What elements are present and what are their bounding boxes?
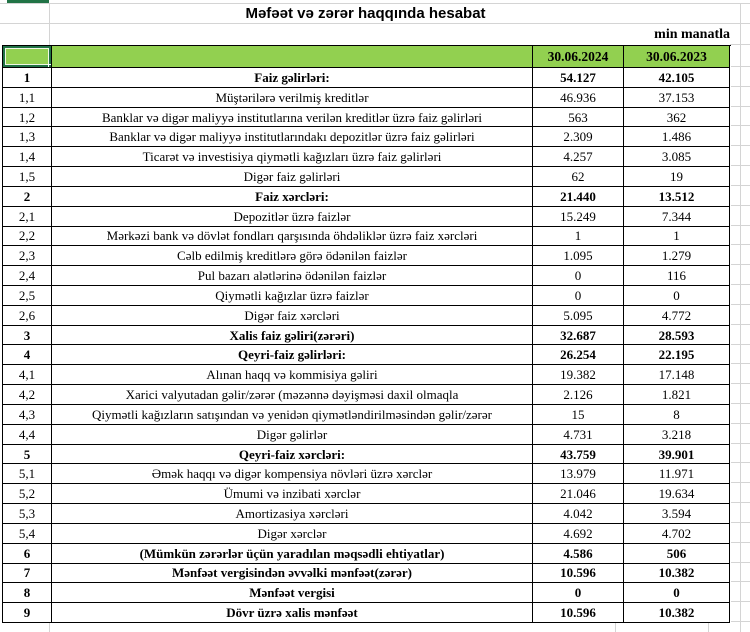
table-row [3, 564, 731, 584]
table-row [3, 583, 731, 603]
table-row [3, 187, 731, 207]
report-title[interactable]: Məfəət və zərər haqqında hesabat [245, 5, 486, 22]
row-label-cell[interactable]: Depozitlər üzrə faizlər [52, 207, 533, 227]
row-number-cell[interactable]: 1,4 [3, 147, 52, 167]
row-number-cell[interactable]: 2,2 [3, 227, 52, 247]
gridline [730, 502, 750, 503]
row-number-cell[interactable]: 5 [3, 445, 52, 465]
table-row [3, 445, 731, 465]
value-2023-cell[interactable]: 10.382 [624, 564, 730, 584]
row-label-cell[interactable]: Digər faiz gəlirləri [52, 167, 533, 187]
gridline [730, 562, 750, 563]
row-number-cell[interactable]: 2,5 [3, 286, 52, 306]
row-label-cell[interactable]: Digər faiz xərcləri [52, 306, 533, 326]
gridline [730, 443, 750, 444]
value-2023-cell[interactable]: 116 [624, 266, 730, 286]
row-number-cell[interactable]: 4 [3, 345, 52, 365]
value-2024-cell[interactable]: 2.309 [533, 127, 624, 147]
value-2024-cell[interactable]: 32.687 [533, 326, 624, 346]
table-row [3, 286, 731, 306]
table-row [3, 464, 731, 484]
value-2024-cell[interactable]: 21.046 [533, 484, 624, 504]
row-number-cell[interactable]: 5,3 [3, 504, 52, 524]
value-2023-cell[interactable]: 19.634 [624, 484, 730, 504]
table-row [3, 544, 731, 564]
value-2024-cell[interactable]: 4.586 [533, 544, 624, 564]
column-header-2023[interactable]: 30.06.2023 [624, 46, 730, 68]
table-row [3, 127, 731, 147]
value-2024-cell[interactable]: 15.249 [533, 207, 624, 227]
report-table [2, 45, 731, 623]
value-2023-cell[interactable]: 1.486 [624, 127, 730, 147]
row-label-cell[interactable]: Dövr üzrə xalis mənfəət [52, 603, 533, 623]
table-body [3, 68, 731, 623]
table-row [3, 246, 731, 266]
value-2023-cell[interactable]: 42.105 [624, 68, 730, 88]
gridline [730, 482, 750, 483]
value-2023-cell[interactable]: 3.218 [624, 425, 730, 445]
row-label-cell[interactable]: Əmək haqqı və digər kompensiya növləri üzrə xərclər [52, 464, 533, 484]
table-row [3, 425, 731, 445]
value-2024-cell[interactable]: 43.759 [533, 445, 624, 465]
table-row [3, 326, 731, 346]
table-row [3, 504, 731, 524]
gridline [730, 44, 750, 45]
value-2024-cell[interactable]: 1.095 [533, 246, 624, 266]
gridline [730, 542, 750, 543]
row-label-cell[interactable]: Qiymətli kağızlar üzrə faizlər [52, 286, 533, 306]
row-label-cell[interactable]: Xarici valyutadan gəlir/zərər (məzənnə dəyişməsi daxil olmaqla [52, 385, 533, 405]
value-2024-cell[interactable]: 1 [533, 227, 624, 247]
row-label-cell[interactable]: Müştərilərə verilmiş kreditlər [52, 88, 533, 108]
row-label-cell[interactable]: Qeyri-faiz gəlirləri: [52, 345, 533, 365]
gridline [730, 344, 750, 345]
gridline [730, 244, 750, 245]
value-2023-cell[interactable]: 3.085 [624, 147, 730, 167]
value-2024-cell[interactable]: 46.936 [533, 88, 624, 108]
table-row [3, 167, 731, 187]
value-2023-cell[interactable]: 3.594 [624, 504, 730, 524]
table-row [3, 88, 731, 108]
gridline [730, 304, 750, 305]
row-label-cell[interactable]: Pul bazarı alətlərinə ödənilən faizlər [52, 266, 533, 286]
table-row [3, 524, 731, 544]
value-2023-cell[interactable]: 362 [624, 108, 730, 128]
row-label-cell[interactable]: Ümumi və inzibati xərclər [52, 484, 533, 504]
gridline [708, 622, 709, 632]
row-number-cell[interactable]: 4,2 [3, 385, 52, 405]
value-2023-cell[interactable]: 28.593 [624, 326, 730, 346]
row-label-cell[interactable]: Faiz xərcləri: [52, 187, 533, 207]
value-2023-cell[interactable]: 11.971 [624, 464, 730, 484]
row-label-cell[interactable]: Alınan haqq və kommisiya gəliri [52, 365, 533, 385]
table-row [3, 266, 731, 286]
gridline [730, 581, 750, 582]
gridline [730, 145, 750, 146]
value-2023-cell[interactable]: 0 [624, 583, 730, 603]
value-2024-cell[interactable]: 21.440 [533, 187, 624, 207]
gridline [730, 522, 750, 523]
row-label-cell[interactable]: Mənfəət vergisindən əvvəlki mənfəət(zərər) [52, 564, 533, 584]
table-row [3, 365, 731, 385]
table-row [3, 345, 731, 365]
column-header-highlight [7, 0, 49, 3]
gridline [730, 86, 750, 87]
gridline [730, 324, 750, 325]
value-2024-cell[interactable]: 19.382 [533, 365, 624, 385]
row-label-cell[interactable]: Faiz gəlirləri: [52, 68, 533, 88]
table-row [3, 147, 731, 167]
row-number-cell[interactable]: 1 [3, 68, 52, 88]
row-number-cell[interactable]: 6 [3, 544, 52, 564]
value-2024-cell[interactable]: 62 [533, 167, 624, 187]
value-2024-cell[interactable]: 2.126 [533, 385, 624, 405]
gridline [730, 423, 750, 424]
value-2024-cell[interactable]: 15 [533, 405, 624, 425]
unit-note[interactable]: min manatla [654, 26, 730, 42]
gridline [49, 622, 50, 632]
value-2024-cell[interactable]: 0 [533, 286, 624, 306]
row-number-cell[interactable]: 1,2 [3, 108, 52, 128]
row-number-cell[interactable]: 3 [3, 326, 52, 346]
selected-cell[interactable] [3, 46, 52, 68]
row-number-cell[interactable]: 2,4 [3, 266, 52, 286]
row-number-cell[interactable]: 4,3 [3, 405, 52, 425]
value-2023-cell[interactable]: 1.279 [624, 246, 730, 266]
value-2023-cell[interactable]: 13.512 [624, 187, 730, 207]
value-2024-cell[interactable]: 0 [533, 583, 624, 603]
row-label-cell[interactable]: Qiymətli kağızların satışından və yenidən qiymətləndirilməsindən gəlir/zərər [52, 405, 533, 425]
row-number-cell[interactable]: 2,6 [3, 306, 52, 326]
table-row [3, 108, 731, 128]
table-row [3, 207, 731, 227]
table-row [3, 227, 731, 247]
gridline [730, 462, 750, 463]
gridline [730, 601, 750, 602]
value-2023-cell[interactable]: 4.702 [624, 524, 730, 544]
row-number-cell[interactable]: 7 [3, 564, 52, 584]
gridline [615, 622, 616, 632]
gridline [730, 66, 750, 67]
value-2024-cell[interactable]: 5.095 [533, 306, 624, 326]
value-2024-cell[interactable]: 10.596 [533, 564, 624, 584]
row-number-cell[interactable]: 5,1 [3, 464, 52, 484]
row-number-cell[interactable]: 2,3 [3, 246, 52, 266]
row-number-cell[interactable]: 8 [3, 583, 52, 603]
fill-handle[interactable] [48, 64, 52, 68]
row-label-cell[interactable]: Banklar və digər maliyyə institutlarına verilən kreditlər üzrə faiz gəlirləri [52, 108, 533, 128]
gridline [730, 205, 750, 206]
value-2024-cell[interactable]: 26.254 [533, 345, 624, 365]
value-2024-cell[interactable]: 13.979 [533, 464, 624, 484]
value-2023-cell[interactable]: 1 [624, 227, 730, 247]
table-row [3, 405, 731, 425]
table-row [3, 306, 731, 326]
gridline [740, 3, 741, 632]
gridline [0, 23, 750, 24]
gridline [730, 185, 750, 186]
header-label-cell[interactable] [52, 46, 533, 68]
gridline [730, 165, 750, 166]
value-2024-cell[interactable]: 4.042 [533, 504, 624, 524]
gridline [730, 363, 750, 364]
table-row [3, 603, 731, 623]
value-2024-cell[interactable]: 0 [533, 266, 624, 286]
gridline [730, 225, 750, 226]
row-number-cell[interactable]: 5,2 [3, 484, 52, 504]
value-2023-cell[interactable]: 19 [624, 167, 730, 187]
value-2023-cell[interactable]: 22.195 [624, 345, 730, 365]
row-label-cell[interactable]: Xalis faiz gəliri(zərəri) [52, 326, 533, 346]
gridline [730, 106, 750, 107]
value-2023-cell[interactable]: 10.382 [624, 603, 730, 623]
value-2023-cell[interactable]: 17.148 [624, 365, 730, 385]
value-2024-cell[interactable]: 563 [533, 108, 624, 128]
row-label-cell[interactable]: Cəlb edilmiş kreditlərə görə ödənilən faizlər [52, 246, 533, 266]
gridline [730, 383, 750, 384]
value-2024-cell[interactable]: 4.692 [533, 524, 624, 544]
table-row [3, 385, 731, 405]
row-number-cell[interactable]: 2,1 [3, 207, 52, 227]
gridline [730, 264, 750, 265]
value-2023-cell[interactable]: 4.772 [624, 306, 730, 326]
value-2023-cell[interactable]: 39.901 [624, 445, 730, 465]
row-number-cell[interactable]: 2 [3, 187, 52, 207]
gridline [730, 284, 750, 285]
value-2024-cell[interactable]: 4.257 [533, 147, 624, 167]
value-2023-cell[interactable]: 7.344 [624, 207, 730, 227]
row-label-cell[interactable]: Amortizasiya xərcləri [52, 504, 533, 524]
value-2023-cell[interactable]: 1.821 [624, 385, 730, 405]
value-2023-cell[interactable]: 37.153 [624, 88, 730, 108]
row-label-cell[interactable]: Digər xərclər [52, 524, 533, 544]
value-2023-cell[interactable]: 8 [624, 405, 730, 425]
row-label-cell[interactable]: Digər gəlirlər [52, 425, 533, 445]
row-label-cell[interactable]: Ticarət və investisiya qiymətli kağızları üzrə faiz gəlirləri [52, 147, 533, 167]
row-number-cell[interactable]: 4,4 [3, 425, 52, 445]
value-2024-cell[interactable]: 54.127 [533, 68, 624, 88]
header-row [3, 46, 731, 68]
column-header-2024[interactable]: 30.06.2024 [533, 46, 624, 68]
row-label-cell[interactable]: Banklar və digər maliyyə institutlarındakı depozitlər üzrə faiz gəlirləri [52, 127, 533, 147]
value-2023-cell[interactable]: 0 [624, 286, 730, 306]
gridline [730, 621, 750, 622]
row-number-cell[interactable]: 4,1 [3, 365, 52, 385]
row-label-cell[interactable]: Mənfəət vergisi [52, 583, 533, 603]
row-number-cell[interactable]: 1,5 [3, 167, 52, 187]
value-2023-cell[interactable]: 506 [624, 544, 730, 564]
row-label-cell[interactable]: (Mümkün zərərlər üçün yaradılan məqsədli ehtiyatlar) [52, 544, 533, 564]
value-2024-cell[interactable]: 4.731 [533, 425, 624, 445]
gridline [730, 403, 750, 404]
row-number-cell[interactable]: 9 [3, 603, 52, 623]
value-2024-cell[interactable]: 10.596 [533, 603, 624, 623]
row-number-cell[interactable]: 1,3 [3, 127, 52, 147]
gridline [730, 125, 750, 126]
row-number-cell[interactable]: 5,4 [3, 524, 52, 544]
row-label-cell[interactable]: Mərkəzi bank və dövlət fondları qarşısında öhdəliklər üzrə faiz xərcləri [52, 227, 533, 247]
row-number-cell[interactable]: 1,1 [3, 88, 52, 108]
table-row [3, 68, 731, 88]
row-label-cell[interactable]: Qeyri-faiz xərcləri: [52, 445, 533, 465]
table-row [3, 484, 731, 504]
